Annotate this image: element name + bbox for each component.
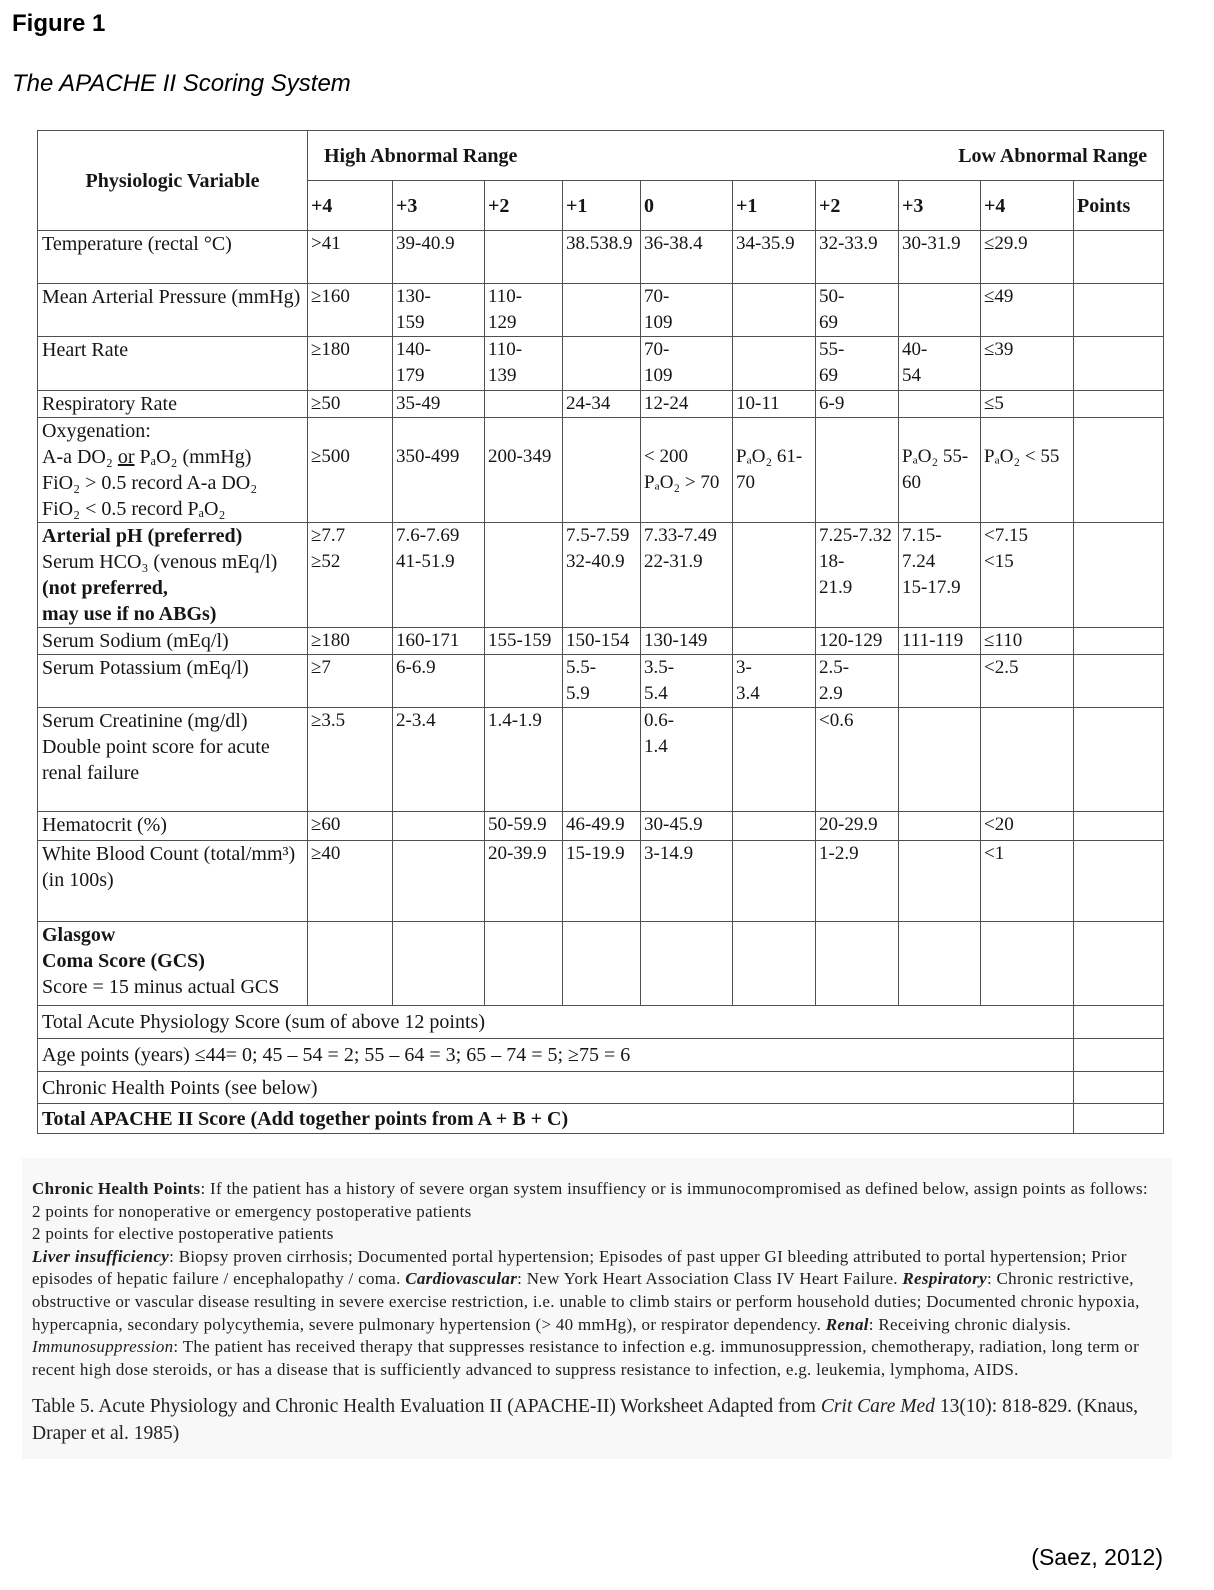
serum-sodium-points-cell bbox=[1074, 628, 1164, 655]
white-blood-count-high-plus3-cell bbox=[393, 841, 485, 922]
arterial-ph-high-plus3-cell: 7.6-7.69 41-51.9 bbox=[393, 523, 485, 628]
row-total-aps bbox=[38, 1006, 1164, 1039]
hematocrit-points-cell bbox=[1074, 812, 1164, 841]
serum-potassium-label: Serum Potassium (mEq/l) bbox=[38, 655, 308, 708]
renal-text: : Receiving chronic dialysis. bbox=[868, 1314, 1072, 1334]
hematocrit-high-plus1-cell: 46-49.9 bbox=[563, 812, 641, 841]
serum-creatinine-high-plus2-cell: 1.4-1.9 bbox=[485, 708, 563, 812]
serum-potassium-low-plus1-cell: 3- 3.4 bbox=[733, 655, 816, 708]
glasgow-coma-score-high-plus3-cell bbox=[393, 922, 485, 1006]
chronic-health-points-label: Chronic Health Points (see below) bbox=[38, 1072, 1074, 1104]
points-header: Points bbox=[1074, 181, 1164, 231]
score-header-high-plus2: +2 bbox=[485, 181, 563, 231]
figure-title: The APACHE II Scoring System bbox=[12, 70, 351, 97]
hematocrit-low-plus1-cell bbox=[733, 812, 816, 841]
liver-label: Liver insufficiency bbox=[32, 1246, 170, 1266]
apache-ii-table bbox=[37, 130, 1164, 1134]
arterial-ph-low-plus3-cell: 7.15- 7.24 15-17.9 bbox=[899, 523, 981, 628]
temperature-low-plus4-cell: ≤29.9 bbox=[981, 231, 1074, 284]
mean-arterial-pressure-high-plus1-cell bbox=[563, 284, 641, 337]
oxygenation-low-plus3-cell: PₐO₂ 55- 60 bbox=[899, 418, 981, 523]
arterial-ph-high-plus1-cell: 7.5-7.59 32-40.9 bbox=[563, 523, 641, 628]
hematocrit-label: Hematocrit (%) bbox=[38, 812, 308, 841]
range-header-labels bbox=[311, 143, 1160, 169]
serum-potassium-points-cell bbox=[1074, 655, 1164, 708]
caption-prefix: Table 5. Acute Physiology and Chronic Health Evaluation II (APACHE-II) Worksheet Adapted from bbox=[32, 1396, 821, 1418]
row-temperature bbox=[38, 231, 1164, 284]
chronic-health-heading: Chronic Health Points bbox=[32, 1179, 201, 1198]
arterial-ph-low-plus4-cell: <7.15 <15 bbox=[981, 523, 1074, 628]
glasgow-coma-score-normal-0-cell bbox=[641, 922, 733, 1006]
serum-potassium-low-plus4-cell: <2.5 bbox=[981, 655, 1074, 708]
score-header-low-plus1: +1 bbox=[733, 181, 816, 231]
oxygenation-title: Oxygenation: bbox=[42, 420, 151, 442]
white-blood-count-label: White Blood Count (total/mm³) (in 100s) bbox=[38, 841, 308, 922]
respiratory-rate-low-plus3-cell bbox=[899, 391, 981, 418]
serum-creatinine-low-plus4-cell bbox=[981, 708, 1074, 812]
serum-sodium-low-plus3-cell: 111-119 bbox=[899, 628, 981, 655]
serum-sodium-high-plus1-cell: 150-154 bbox=[563, 628, 641, 655]
row-oxygenation bbox=[38, 418, 1164, 523]
serum-potassium-normal-0-cell: 3.5- 5.4 bbox=[641, 655, 733, 708]
oxygenation-low-plus1-cell: PₐO₂ 61- 70 bbox=[733, 418, 816, 523]
hematocrit-high-plus4-cell: ≥60 bbox=[308, 812, 393, 841]
temperature-label: Temperature (rectal °C) bbox=[38, 231, 308, 284]
heart-rate-low-plus3-cell: 40- 54 bbox=[899, 337, 981, 391]
serum-creatinine-high-plus4-cell: ≥3.5 bbox=[308, 708, 393, 812]
serum-creatinine-low-plus2-cell: <0.6 bbox=[816, 708, 899, 812]
nonoperative-points: 2 points for nonoperative or emergency postoperative patients bbox=[32, 1201, 472, 1221]
oxygenation-measure bbox=[42, 444, 303, 470]
hematocrit-high-plus2-cell: 50-59.9 bbox=[485, 812, 563, 841]
white-blood-count-points-cell bbox=[1074, 841, 1164, 922]
heart-rate-label: Heart Rate bbox=[38, 337, 308, 391]
serum-creatinine-points-cell bbox=[1074, 708, 1164, 812]
temperature-high-plus3-cell: 39-40.9 bbox=[393, 231, 485, 284]
arterial-ph-preferred: Arterial pH (preferred) bbox=[42, 525, 243, 547]
respiratory-rate-high-plus1-cell: 24-34 bbox=[563, 391, 641, 418]
serum-potassium-low-plus3-cell bbox=[899, 655, 981, 708]
mean-arterial-pressure-label: Mean Arterial Pressure (mmHg) bbox=[38, 284, 308, 337]
arterial-ph-normal-0-cell: 7.33-7.49 22-31.9 bbox=[641, 523, 733, 628]
physiologic-variable-header: Physiologic Variable bbox=[38, 131, 308, 231]
glasgow-coma-score-label bbox=[38, 922, 308, 1006]
white-blood-count-high-plus1-cell: 15-19.9 bbox=[563, 841, 641, 922]
serum-potassium-high-plus1-cell: 5.5- 5.9 bbox=[563, 655, 641, 708]
hematocrit-low-plus4-cell: <20 bbox=[981, 812, 1074, 841]
row-hematocrit bbox=[38, 812, 1164, 841]
chronic-health-intro bbox=[32, 1178, 1164, 1201]
serum-sodium-low-plus4-cell: ≤110 bbox=[981, 628, 1074, 655]
respiratory-rate-high-plus3-cell: 35-49 bbox=[393, 391, 485, 418]
source-citation: (Saez, 2012) bbox=[1031, 1544, 1163, 1570]
white-blood-count-low-plus2-cell: 1-2.9 bbox=[816, 841, 899, 922]
heart-rate-high-plus1-cell bbox=[563, 337, 641, 391]
total-apache-score-label: Total APACHE II Score (Add together points from A + B + C) bbox=[38, 1104, 1074, 1134]
row-white-blood-count bbox=[38, 841, 1164, 922]
respiratory-text: : Chronic restrictive, obstructive or vascular disease resulting in severe exercise restriction, i.e. unable to climb stairs or perform household duties; Documented chronic hypoxia, hypercapnia, secondary polycythemia, severe pulmonary hypertension (> 40 mmHg), or respirator dependency. bbox=[32, 1269, 1140, 1334]
heart-rate-low-plus4-cell: ≤39 bbox=[981, 337, 1074, 391]
heart-rate-normal-0-cell: 70- 109 bbox=[641, 337, 733, 391]
total-aps-points-cell bbox=[1074, 1006, 1164, 1039]
respiratory-label: Respiratory bbox=[902, 1269, 987, 1289]
heart-rate-points-cell bbox=[1074, 337, 1164, 391]
respiratory-rate-points-cell bbox=[1074, 391, 1164, 418]
arterial-ph-low-plus1-cell bbox=[733, 523, 816, 628]
white-blood-count-low-plus4-cell: <1 bbox=[981, 841, 1074, 922]
high-abnormal-range-label: High Abnormal Range bbox=[324, 144, 518, 167]
or-connector: or bbox=[117, 446, 135, 468]
no-abgs-note: may use if no ABGs) bbox=[42, 603, 217, 625]
score-header-high-plus1: +1 bbox=[563, 181, 641, 231]
white-blood-count-low-plus1-cell bbox=[733, 841, 816, 922]
immunosuppression-label: Immunosuppression bbox=[32, 1337, 174, 1357]
white-blood-count-low-plus3-cell bbox=[899, 841, 981, 922]
score-header-low-plus4: +4 bbox=[981, 181, 1074, 231]
arterial-ph-low-plus2-cell: 7.25-7.32 18- 21.9 bbox=[816, 523, 899, 628]
respiratory-rate-low-plus1-cell: 10-11 bbox=[733, 391, 816, 418]
mean-arterial-pressure-low-plus3-cell bbox=[899, 284, 981, 337]
respiratory-rate-high-plus4-cell: ≥50 bbox=[308, 391, 393, 418]
age-points-label: Age points (years) ≤44= 0; 45 – 54 = 2; 55 – 64 = 3; 65 – 74 = 5; ≥75 = 6 bbox=[38, 1039, 1074, 1072]
chronic-health-intro-text: : If the patient has a history of severe organ system insuffiency or is immunocompromised as defined below, assign points as follows: bbox=[200, 1179, 1148, 1198]
fio2-high-rule: FiO₂ > 0.5 record A-a DO₂ bbox=[42, 472, 258, 494]
serum-creatinine-label: Serum Creatinine (mg/dl) Double point score for acute renal failure bbox=[38, 708, 308, 812]
score-header-normal-0: 0 bbox=[641, 181, 733, 231]
glasgow-coma-score-low-plus2-cell bbox=[816, 922, 899, 1006]
oxygenation-high-plus3-cell: 350-499 bbox=[393, 418, 485, 523]
temperature-points-cell bbox=[1074, 231, 1164, 284]
mean-arterial-pressure-normal-0-cell: 70- 109 bbox=[641, 284, 733, 337]
chronic-health-points-cell bbox=[1074, 1072, 1164, 1104]
respiratory-rate-high-plus2-cell bbox=[485, 391, 563, 418]
serum-hco3-alternative: Serum HCO₃ (venous mEq/l) bbox=[42, 551, 278, 573]
temperature-normal-0-cell: 36-38.4 bbox=[641, 231, 733, 284]
white-blood-count-high-plus4-cell: ≥40 bbox=[308, 841, 393, 922]
notes-panel bbox=[22, 1158, 1172, 1459]
immunosuppression-text: : The patient has received therapy that suppresses resistance to infection e.g. immunosuppression, chemotherapy, radiation, long term or recent high dose steroids, or has a disease that is sufficiently advanced to suppress resistance to infection, e.g. leukemia, lymphoma, AIDS. bbox=[32, 1337, 1140, 1379]
glasgow-coma-score-high-plus4-cell bbox=[308, 922, 393, 1006]
heart-rate-high-plus3-cell: 140- 179 bbox=[393, 337, 485, 391]
row-serum-sodium bbox=[38, 628, 1164, 655]
fio2-low-rule: FiO₂ < 0.5 record PₐO₂ bbox=[42, 498, 226, 520]
range-header-row bbox=[38, 131, 1164, 181]
score-header-low-plus3: +3 bbox=[899, 181, 981, 231]
mean-arterial-pressure-points-cell bbox=[1074, 284, 1164, 337]
gcs-title: Glasgow Coma Score (GCS) bbox=[42, 924, 205, 972]
glasgow-coma-score-low-plus1-cell bbox=[733, 922, 816, 1006]
serum-sodium-low-plus2-cell: 120-129 bbox=[816, 628, 899, 655]
oxygenation-points-cell bbox=[1074, 418, 1164, 523]
score-header-high-plus3: +3 bbox=[393, 181, 485, 231]
heart-rate-low-plus1-cell bbox=[733, 337, 816, 391]
temperature-low-plus2-cell: 32-33.9 bbox=[816, 231, 899, 284]
respiratory-rate-low-plus2-cell: 6-9 bbox=[816, 391, 899, 418]
serum-potassium-high-plus3-cell: 6-6.9 bbox=[393, 655, 485, 708]
heart-rate-high-plus2-cell: 110- 139 bbox=[485, 337, 563, 391]
serum-sodium-low-plus1-cell bbox=[733, 628, 816, 655]
gcs-note: Score = 15 minus actual GCS bbox=[42, 976, 280, 998]
elective-points: 2 points for elective postoperative patients bbox=[32, 1224, 334, 1244]
row-serum-creatinine bbox=[38, 708, 1164, 812]
arterial-ph-label bbox=[38, 523, 308, 628]
score-header-low-plus2: +2 bbox=[816, 181, 899, 231]
mean-arterial-pressure-high-plus3-cell: 130- 159 bbox=[393, 284, 485, 337]
total-aps-label: Total Acute Physiology Score (sum of above 12 points) bbox=[38, 1006, 1074, 1039]
serum-sodium-label: Serum Sodium (mEq/l) bbox=[38, 628, 308, 655]
temperature-low-plus3-cell: 30-31.9 bbox=[899, 231, 981, 284]
organ-criteria bbox=[32, 1246, 1164, 1382]
oxygenation-label bbox=[38, 418, 308, 523]
range-header bbox=[308, 131, 1164, 181]
serum-sodium-high-plus2-cell: 155-159 bbox=[485, 628, 563, 655]
row-serum-potassium bbox=[38, 655, 1164, 708]
oxygenation-low-plus2-cell bbox=[816, 418, 899, 523]
arterial-ph-high-plus2-cell bbox=[485, 523, 563, 628]
pao2-measure: PₐO₂ (mmHg) bbox=[134, 446, 252, 468]
serum-sodium-high-plus4-cell: ≥180 bbox=[308, 628, 393, 655]
caption-suffix: 13(10): 818-829. (Knaus, Draper et al. 1985) bbox=[32, 1396, 1139, 1445]
temperature-high-plus4-cell: >41 bbox=[308, 231, 393, 284]
respiratory-rate-label: Respiratory Rate bbox=[38, 391, 308, 418]
row-heart-rate bbox=[38, 337, 1164, 391]
hematocrit-low-plus3-cell bbox=[899, 812, 981, 841]
white-blood-count-high-plus2-cell: 20-39.9 bbox=[485, 841, 563, 922]
row-glasgow-coma-score bbox=[38, 922, 1164, 1006]
renal-label: Renal bbox=[825, 1314, 869, 1334]
mean-arterial-pressure-low-plus1-cell bbox=[733, 284, 816, 337]
glasgow-coma-score-high-plus2-cell bbox=[485, 922, 563, 1006]
serum-creatinine-low-plus1-cell bbox=[733, 708, 816, 812]
caption-journal: Crit Care Med bbox=[820, 1396, 935, 1418]
arterial-ph-points-cell bbox=[1074, 523, 1164, 628]
mean-arterial-pressure-low-plus4-cell: ≤49 bbox=[981, 284, 1074, 337]
serum-creatinine-high-plus3-cell: 2-3.4 bbox=[393, 708, 485, 812]
row-arterial-ph bbox=[38, 523, 1164, 628]
oxygenation-high-plus2-cell: 200-349 bbox=[485, 418, 563, 523]
serum-sodium-high-plus3-cell: 160-171 bbox=[393, 628, 485, 655]
glasgow-coma-score-points-cell bbox=[1074, 922, 1164, 1006]
hematocrit-normal-0-cell: 30-45.9 bbox=[641, 812, 733, 841]
respiratory-rate-low-plus4-cell: ≤5 bbox=[981, 391, 1074, 418]
temperature-low-plus1-cell: 34-35.9 bbox=[733, 231, 816, 284]
serum-sodium-normal-0-cell: 130-149 bbox=[641, 628, 733, 655]
figure-label: Figure 1 bbox=[12, 10, 106, 37]
row-respiratory-rate bbox=[38, 391, 1164, 418]
respiratory-rate-normal-0-cell: 12-24 bbox=[641, 391, 733, 418]
temperature-high-plus2-cell bbox=[485, 231, 563, 284]
age-points-cell bbox=[1074, 1039, 1164, 1072]
low-abnormal-range-label: Low Abnormal Range bbox=[958, 144, 1148, 167]
hematocrit-high-plus3-cell bbox=[393, 812, 485, 841]
total-apache-score-points-cell bbox=[1074, 1104, 1164, 1134]
cardiovascular-label: Cardiovascular bbox=[405, 1269, 518, 1289]
chronic-health-notes bbox=[32, 1178, 1164, 1381]
oxygenation-low-plus4-cell: PₐO₂ < 55 bbox=[981, 418, 1074, 523]
temperature-high-plus1-cell: 38.538.9 bbox=[563, 231, 641, 284]
mean-arterial-pressure-high-plus2-cell: 110- 129 bbox=[485, 284, 563, 337]
heart-rate-low-plus2-cell: 55- 69 bbox=[816, 337, 899, 391]
aado2-measure: A-a DO₂ bbox=[42, 446, 118, 468]
row-total-apache-score bbox=[38, 1104, 1164, 1134]
cardiovascular-text: : New York Heart Association Class IV Heart Failure. bbox=[517, 1269, 903, 1289]
glasgow-coma-score-low-plus4-cell bbox=[981, 922, 1074, 1006]
mean-arterial-pressure-high-plus4-cell: ≥160 bbox=[308, 284, 393, 337]
glasgow-coma-score-low-plus3-cell bbox=[899, 922, 981, 1006]
row-age-points bbox=[38, 1039, 1164, 1072]
serum-creatinine-low-plus3-cell bbox=[899, 708, 981, 812]
oxygenation-high-plus4-cell: ≥500 bbox=[308, 418, 393, 523]
table-caption bbox=[32, 1393, 1164, 1447]
mean-arterial-pressure-low-plus2-cell: 50- 69 bbox=[816, 284, 899, 337]
score-header-high-plus4: +4 bbox=[308, 181, 393, 231]
oxygenation-high-plus1-cell bbox=[563, 418, 641, 523]
arterial-ph-high-plus4-cell: ≥7.7 ≥52 bbox=[308, 523, 393, 628]
serum-potassium-low-plus2-cell: 2.5- 2.9 bbox=[816, 655, 899, 708]
not-preferred-note: (not preferred, bbox=[42, 577, 168, 599]
oxygenation-normal-0-cell: < 200 PₐO₂ > 70 bbox=[641, 418, 733, 523]
hematocrit-low-plus2-cell: 20-29.9 bbox=[816, 812, 899, 841]
row-chronic-health-points bbox=[38, 1072, 1164, 1104]
serum-potassium-high-plus2-cell bbox=[485, 655, 563, 708]
serum-creatinine-high-plus1-cell bbox=[563, 708, 641, 812]
row-mean-arterial-pressure bbox=[38, 284, 1164, 337]
white-blood-count-normal-0-cell: 3-14.9 bbox=[641, 841, 733, 922]
heart-rate-high-plus4-cell: ≥180 bbox=[308, 337, 393, 391]
glasgow-coma-score-high-plus1-cell bbox=[563, 922, 641, 1006]
liver-text: : Biopsy proven cirrhosis; Documented portal hypertension; Episodes of past upper GI bleeding attributed to portal hypertension; Prior episodes of hepatic failure / encephalopathy / coma. bbox=[32, 1246, 1127, 1289]
serum-potassium-high-plus4-cell: ≥7 bbox=[308, 655, 393, 708]
serum-creatinine-normal-0-cell: 0.6- 1.4 bbox=[641, 708, 733, 812]
